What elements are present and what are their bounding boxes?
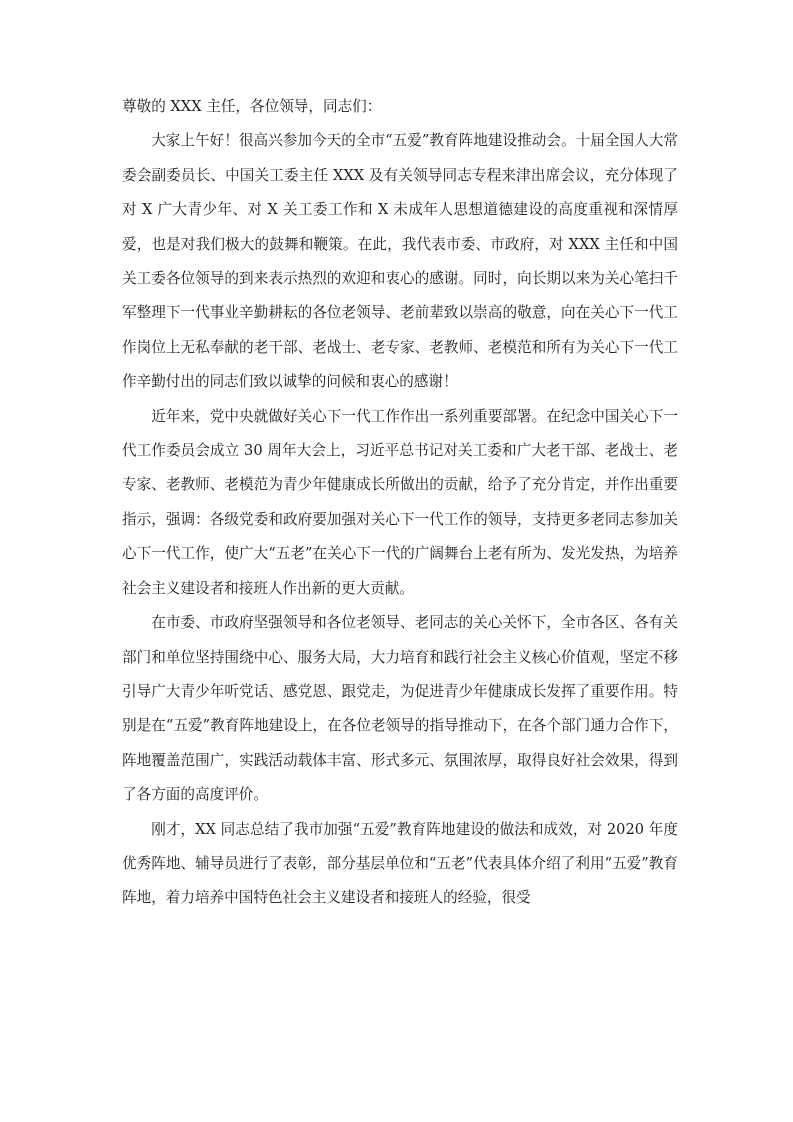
document-body xyxy=(122,90,678,916)
paragraph-summary: 刚才，XX 同志总结了我市加强“五爱”教育阵地建设的做法和成效，对 2020 年度优秀阵地、辅导员进行了表彰，部分基层单位和“五老”代表具体介绍了利用“五爱”教育阵地，着力培养中国特色社会主义建设者和接班人的经验，很受 xyxy=(122,820,678,907)
paragraph-central-deployment: 近年来，党中央就做好关心下一代工作作出一系列重要部署。在纪念中国关心下一代工作委员会成立 30 周年大会上，习近平总书记对关工委和广大老干部、老战士、老专家、老教师、老模范为青少年健康成长所做出的贡献，给予了充分肯定，并作出重要指示，强调：各级党委和政府要加强对关心下一代工作的领导，支持更多老同志参加关心下一代工作，使广大“五老”在关心下一代的广阔舞台上老有所为、发光发热，为培养社会主义建设者和接班人作出新的更大贡献。 xyxy=(122,407,678,597)
paragraph-welcome: 大家上午好！很高兴参加今天的全市“五爱”教育阵地建设推动会。十届全国人大常委会副委员长、中国关工委主任 XXX 及有关领导同志专程来津出席会议，充分体现了对 X 广大青少年、对 X 关工委工作和 X 未成年人思想道德建设的高度重视和深情厚爱，也是对我们极大的鼓舞和鞭策。在此，我代表市委、市政府，对 XXX 主任和中国关工委各位领导的到来表示热烈的欢迎和衷心的感谢。同时，向长期以来为关心笔扫千军整理下一代事业辛勤耕耘的各位老领导、老前辈致以崇高的敬意，向在关心下一代工作岗位上无私奉献的老干部、老战士、老专家、老教师、老模范和所有为关心下一代工作辛勤付出的同志们致以诚挚的问候和衷心的感谢！ xyxy=(122,132,678,391)
paragraph-city-achievements: 在市委、市政府坚强领导和各位老领导、老同志的关心关怀下，全市各区、各有关部门和单位坚持围绕中心、服务大局，大力培育和践行社会主义核心价值观，坚定不移引导广大青少年听党话、感党恩、跟党走，为促进青少年健康成长发挥了重要作用。特别是在“五爱”教育阵地建设上，在各位老领导的指导推动下，在各个部门通力合作下，阵地覆盖范围广，实践活动载体丰富、形式多元、氛围浓厚，取得良好社会效果，得到了各方面的高度评价。 xyxy=(122,614,678,804)
salutation: 尊敬的 XXX 主任，各位领导，同志们： xyxy=(122,98,382,115)
